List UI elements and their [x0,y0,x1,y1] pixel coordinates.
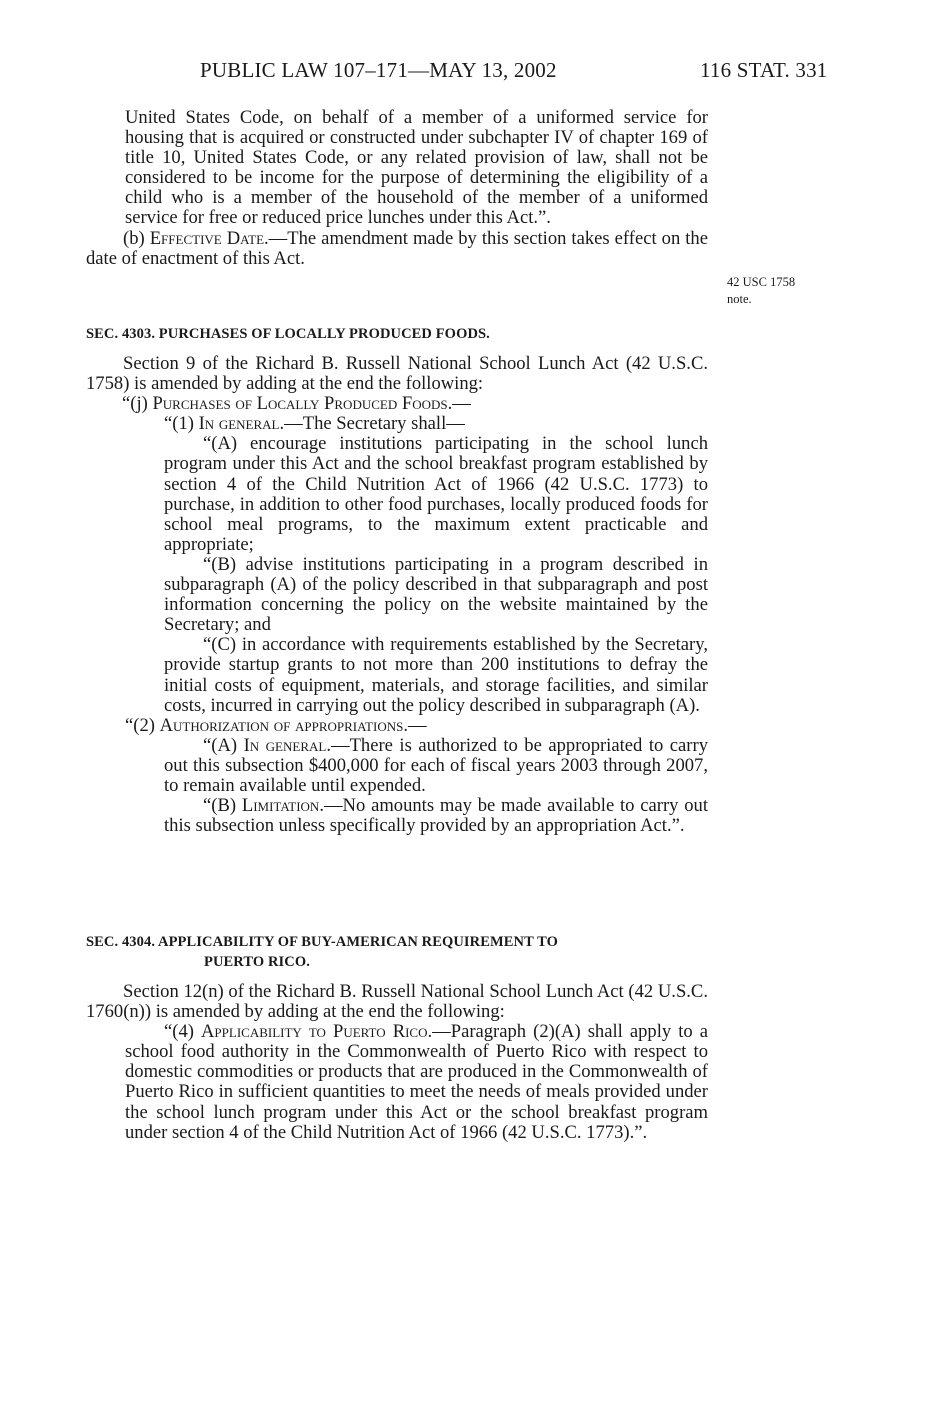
p2a-text: .—There is authorized to be appropriated to carry out this subsection $400,000 for each of fiscal years 2003 through 2007, to remain available until expended. [164,734,708,796]
paragraph-1-text: .—The Secretary shall— [279,413,465,435]
subsection-j-label: Purchases of Locally Produced Foods [152,393,448,415]
margin-note-citation: 42 USC 1758 [727,275,796,289]
effective-date-paragraph [86,229,708,269]
section-4303-body [86,354,708,836]
running-header-title: PUBLIC LAW 107–171—MAY 13, 2002 [200,58,557,82]
paragraph-4-prefix: “(4) [164,1021,201,1043]
subsection-j-heading [86,394,708,414]
section-4304-body [86,982,708,1143]
paragraph-2-subparagraph-a [86,736,708,796]
margin-note-label: note. [727,292,752,306]
p2b-prefix: “(B) [203,795,242,817]
subsection-j-suffix: .— [447,393,471,415]
p2a-prefix: “(A) [203,734,244,756]
margin-note [727,274,795,308]
effective-date-label: Effective Date [149,227,265,249]
paragraph-1-heading [86,414,708,434]
subparagraph-a: “(A) encourage institutions participating in the school lunch program under this Act and the school breakfast program established by section 4 of the Child Nutrition Act of 1966 (42 U.S.C. 1773) to purchase, in addition to other food purchases, locally produced foods for school meal programs, to the maximum extent practicable and appropriate; [164,433,708,555]
p2a-label: In general [243,734,327,756]
paragraph-2-subparagraph-b [86,796,708,836]
paragraph-2-prefix: “(2) [125,714,160,736]
paragraph-1-prefix: “(1) [164,413,199,435]
section-4304-intro: Section 12(n) of the Richard B. Russell National School Lunch Act (42 U.S.C. 1760(n)) is amended by adding at the end the following: [86,981,708,1023]
body-block-top [86,108,708,269]
paragraph-4-label: Applicability to Puerto Rico [200,1021,428,1043]
paragraph-1-label: In general [198,413,280,435]
section-4303-intro: Section 9 of the Richard B. Russell National School Lunch Act (42 U.S.C. 1758) is amended by adding at the end the following: [86,353,708,395]
effective-date-text: .—The amendment made by this section takes effect on the date of enactment of this Act. [86,227,708,269]
paragraph-4 [86,1022,708,1143]
p2b-label: Limitation [241,795,320,817]
section-4303-heading: SEC. 4303. PURCHASES OF LOCALLY PRODUCED FOODS. [86,326,490,342]
section-4304-heading [86,932,558,972]
paragraph-2-label: Authorization of appropriations [159,714,404,736]
subparagraph-b: “(B) advise institutions participating in a program described in subparagraph (A) of the policy described in that subparagraph and post information concerning the policy on the website maintained by the Secretary; and [164,553,708,636]
page-stat-number: 116 STAT. 331 [700,58,828,82]
section-4304-heading-line2: PUERTO RICO. [204,954,310,970]
paragraph-2-suffix: .— [403,714,427,736]
continuation-paragraph: United States Code, on behalf of a member of a uniformed service for housing that is acquired or constructed under subchapter IV of chapter 169 of title 10, United States Code, or any related provision of law, shall not be considered to be income for the purpose of determining the eligibility of a child who is a member of the household of the member of a uniformed service for free or reduced price lunches under this Act.”. [125,107,708,229]
paragraph-2-heading [86,716,708,736]
subparagraph-c: “(C) in accordance with requirements established by the Secretary, provide startup grants to not more than 200 institutions to defray the initial costs of equipment, materials, and storage facilities, and similar costs, incurred in carrying out the policy described in subparagraph (A). [164,634,708,716]
section-4304-heading-line1: SEC. 4304. APPLICABILITY OF BUY-AMERICAN REQUIREMENT TO [86,934,558,950]
subsection-j-prefix: “(j) [122,393,153,415]
effective-date-prefix: (b) [123,227,150,249]
paragraph-4-text: .—Paragraph (2)(A) shall apply to a school food authority in the Commonwealth of Puerto Rico with respect to domestic commodities or products that are produced in the Commonwealth of Puerto Rico in sufficient quantities to meet the needs of meals provided under the school lunch program under this Act or the school breakfast program under section 4 of the Child Nutrition Act of 1966 (42 U.S.C. 1773).”. [125,1021,708,1143]
p2b-text: .—No amounts may be made available to carry out this subsection unless specifically provided by an appropriation Act.”. [164,795,708,837]
